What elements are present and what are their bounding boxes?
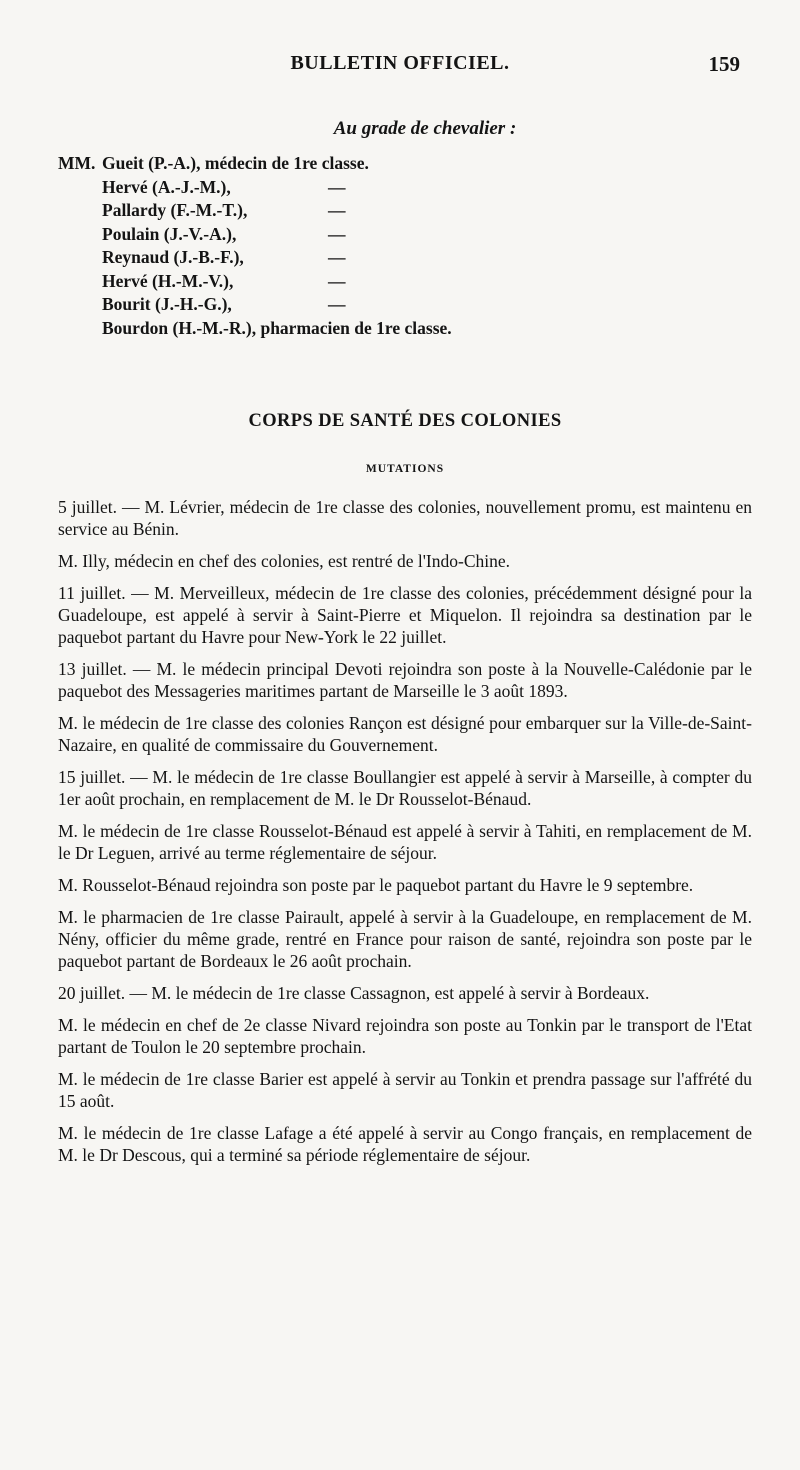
mutations-body [58, 496, 752, 1166]
nomination-row: Bourdon (H.-M.-R.), pharmacien de 1re classe. [102, 317, 452, 338]
person-name: Gueit (P.-A.) [102, 153, 197, 173]
page-number: 159 [708, 52, 740, 76]
paragraph: 5 juillet. — M. Lévrier, médecin de 1re classe des colonies, nouvellement promu, est maintenu en service au Bénin. [58, 497, 752, 539]
nomination-row: Poulain (J.-V.-A.), — [102, 223, 346, 244]
nomination-row: Pallardy (F.-M.-T.), — [102, 200, 346, 220]
ditto-dash: — [328, 200, 346, 220]
paragraph: M. le médecin de 1re classe Barier est appelé à servir au Tonkin et prendra passage sur l'affrété du 15 août. [58, 1069, 752, 1111]
paragraph: M. Illy, médecin en chef des colonies, est rentré de l'Indo-Chine. [58, 551, 511, 571]
ditto-dash: — [328, 294, 346, 314]
ditto-dash: — [328, 247, 346, 267]
paragraph: 15 juillet. — M. le médecin de 1re classe Boullangier est appelé à servir à Marseille, à compter du 1er août prochain, en remplacement de M. le Dr Rousselot-Bénaud. [58, 767, 752, 809]
paragraph: 13 juillet. — M. le médecin principal Devoti rejoindra son poste à la Nouvelle-Calédonie par le paquebot des Messageries maritimes partant de Marseille le 3 août 1893. [58, 659, 752, 701]
person-name: Hervé (H.-M.-V.) [102, 270, 229, 291]
person-name: Bourit (J.-H.-G.) [102, 294, 228, 314]
ditto-dash: — [328, 223, 346, 244]
nomination-row: Reynaud (J.-B.-F.), — [102, 247, 346, 267]
person-name: Bourdon (H.-M.-R.) [102, 317, 252, 338]
page-content [58, 118, 752, 1176]
paragraph: 20 juillet. — M. le médecin de 1re classe Cassagnon, est appelé à servir à Bordeaux. [58, 983, 650, 1003]
running-title: BULLETIN OFFICIEL. [290, 52, 510, 74]
grade-heading: Au grade de chevalier : [333, 118, 517, 139]
paragraph: 11 juillet. — M. Merveilleux, médecin de 1re classe des colonies, précédemment désigné pour la Guadeloupe, est appelé à servir à Saint-Pierre et Miquelon. Il rejoindra sa destination par le paquebot partant du Havre pour New-York le 22 juillet. [58, 583, 752, 647]
subsection-title: MUTATIONS [365, 463, 445, 475]
paragraph: M. Rousselot-Bénaud rejoindra son poste par le paquebot partant du Havre le 9 septembre. [58, 875, 694, 895]
paragraph: M. le médecin en chef de 2e classe Nivard rejoindra son poste au Tonkin par le transport de l'Etat partant de Toulon le 20 septembre prochain. [58, 1015, 752, 1057]
paragraph: M. le médecin de 1re classe Lafage a été appelé à servir au Congo français, en remplacement de M. le Dr Descous, qui a terminé sa période réglementaire de séjour. [58, 1123, 752, 1165]
nomination-row: Bourit (J.-H.-G.), — [102, 294, 346, 314]
paragraph: M. le pharmacien de 1re classe Pairault, appelé à servir à la Guadeloupe, en remplacement de M. Nény, officier du même grade, rentré en France pour raison de santé, rejoindra son poste par le paquebot partant de Bordeaux le 26 août prochain. [58, 907, 752, 971]
nomination-row: Hervé (H.-M.-V.), — [102, 270, 346, 291]
nomination-list [58, 152, 752, 340]
person-name: Hervé (A.-J.-M.) [102, 176, 227, 197]
person-name: Poulain (J.-V.-A.) [102, 223, 232, 244]
ditto-dash: — [328, 176, 346, 197]
section-title: CORPS DE SANTÉ DES COLONIES [248, 411, 562, 431]
person-name: Pallardy (F.-M.-T.) [102, 200, 243, 220]
person-name: Reynaud (J.-B.-F.) [102, 247, 240, 267]
ditto-dash: — [328, 270, 346, 291]
paragraph: M. le médecin de 1re classe Rousselot-Bénaud est appelé à servir à Tahiti, en remplacement de M. le Dr Leguen, arrivé au terme réglementaire de séjour. [58, 821, 752, 863]
nomination-row: Hervé (A.-J.-M.), — [102, 176, 346, 197]
page-header [60, 52, 740, 82]
nomination-row: MM. Gueit (P.-A.), médecin de 1re classe. [58, 153, 369, 173]
paragraph: M. le médecin de 1re classe des colonies Rançon est désigné pour embarquer sur la Ville-de-Saint-Nazaire, en qualité de commissaire du Gouvernement. [58, 713, 752, 755]
